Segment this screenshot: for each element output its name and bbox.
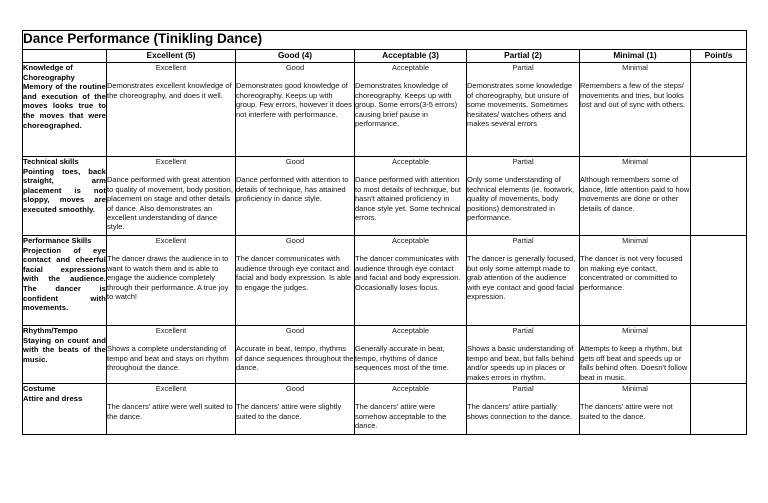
criterion-cell: [23, 157, 107, 236]
criterion-name: Technical skills: [23, 157, 79, 166]
score-cell-minimal: [580, 326, 691, 384]
rubric-row-technical: [23, 157, 747, 236]
level-description: Only some understanding of technical elements (ie. footwork, quality of movements, body positions) demonstrated in performance.: [467, 175, 575, 223]
criterion-cell: [23, 63, 107, 157]
score-cell-minimal: [580, 157, 691, 236]
level-label: Good: [285, 236, 305, 245]
score-cell-minimal: [580, 63, 691, 157]
score-cell-good: [236, 236, 355, 326]
points-cell[interactable]: [691, 157, 747, 236]
score-cell-good: [236, 384, 355, 435]
level-description: Shows a complete understanding of tempo and beat and stays on rhythm throughout the dance.: [107, 344, 229, 373]
rubric-row-choreography: [23, 63, 747, 157]
level-label: Partial: [512, 157, 534, 166]
criterion-cell: [23, 326, 107, 384]
level-description: Shows a basic understanding of tempo and beat, but falls behind and/or speeds up in places or makes errors in rhythm.: [467, 344, 574, 382]
level-description: Dance performed with great attention to quality of movement, body position, placement on stage and other details of dance. Also demonstrates an excellent understanding of dance style.: [107, 175, 233, 232]
level-description: The dancer draws the audience in to want to watch them and is able to engage the audience completely through their performance. A true joy to watch!: [107, 254, 229, 302]
level-label: Excellent: [155, 157, 187, 166]
level-description: Attempts to keep a rhythm, but gets off beat and speeds up or falls behind often. Doesn't follow beat in music.: [580, 344, 688, 382]
level-description: Demonstrates good knowledge of choreography. Keeps up with group. Few errors, however it does not interfere with performance.: [236, 81, 352, 119]
score-cell-excellent: [107, 157, 236, 236]
points-cell[interactable]: [691, 236, 747, 326]
rubric-row-costume: [23, 384, 747, 435]
level-description: The dancers' attire were well suited to the dance.: [107, 402, 233, 421]
score-cell-excellent: [107, 236, 236, 326]
level-description: The dancer is not very focused on making eye contact, concentrated or committed to performance.: [580, 254, 683, 292]
level-label: Minimal: [622, 63, 648, 72]
level-label: Excellent: [155, 326, 187, 335]
level-label: Excellent: [155, 63, 187, 72]
level-label: Minimal: [622, 384, 648, 393]
level-label: Acceptable: [391, 63, 430, 72]
score-cell-partial: [467, 236, 580, 326]
score-cell-excellent: [107, 63, 236, 157]
level-label: Acceptable: [391, 236, 430, 245]
level-label: Partial: [512, 236, 534, 245]
header-criteria-blank: [23, 50, 107, 63]
points-cell[interactable]: [691, 63, 747, 157]
level-label: Partial: [512, 326, 534, 335]
level-description: The dancers' attire were somehow acceptable to the dance.: [355, 402, 447, 431]
rubric-row-performance: [23, 236, 747, 326]
header-acceptable: Acceptable (3): [355, 50, 467, 63]
level-label: Good: [285, 384, 305, 393]
score-cell-acceptable: [355, 236, 467, 326]
level-description: Demonstrates knowledge of choreography. Keeps up with group. Some errors(3-5 errors) causing brief pause in performance.: [355, 81, 458, 129]
criterion-description: Projection of eye contact and cheerful facial expressions with the audience. The dancer is confident with movements.: [23, 245, 106, 313]
criterion-description: Attire and dress: [23, 393, 83, 403]
criterion-description: Staying on count and with the beats of the music.: [23, 335, 106, 364]
level-description: Although remembers some of dance, little attention paid to how movements are done or other details of dance.: [580, 175, 690, 213]
level-description: Generally accurate in beat, tempo, rhythms of dance sequences most of the time.: [355, 344, 449, 373]
level-description: Remembers a few of the steps/ movements and tries, but looks lost and out of sync with others.: [580, 81, 686, 110]
level-description: The dancer communicates with audience through eye contact and facial and body expression. Occasionally loses focus.: [355, 254, 461, 292]
level-description: The dancer is generally focused, but only some attempt made to grab attention of the audience with eye contact and good facial expression.: [467, 254, 576, 302]
criterion-name: Performance Skills: [23, 236, 92, 245]
score-cell-minimal: [580, 384, 691, 435]
score-cell-acceptable: [355, 63, 467, 157]
criterion-description: Pointing toes, back straight, arm placement is not sloppy, moves are executed smoothly.: [23, 166, 106, 214]
level-label: Minimal: [622, 236, 648, 245]
points-cell[interactable]: [691, 326, 747, 384]
score-cell-partial: [467, 326, 580, 384]
level-label: Good: [285, 157, 305, 166]
criterion-name: Knowledge of Choreography: [23, 63, 75, 82]
rubric-title: Dance Performance (Tinikling Dance): [23, 31, 747, 50]
score-cell-good: [236, 326, 355, 384]
header-good: Good (4): [236, 50, 355, 63]
score-cell-good: [236, 63, 355, 157]
level-label: Acceptable: [391, 326, 430, 335]
score-cell-partial: [467, 157, 580, 236]
header-minimal: Minimal (1): [580, 50, 691, 63]
rubric-row-rhythm: [23, 326, 747, 384]
criterion-cell: [23, 384, 107, 435]
level-label: Excellent: [155, 236, 187, 245]
level-description: The dancers' attire were not suited to the dance.: [580, 402, 673, 421]
level-label: Acceptable: [391, 157, 430, 166]
level-label: Excellent: [155, 384, 187, 393]
header-partial: Partial (2): [467, 50, 580, 63]
rubric-sheet: [22, 30, 746, 435]
level-description: The dancers' attire were slightly suited to the dance.: [236, 402, 342, 421]
rubric-table: [22, 30, 747, 435]
criterion-cell: [23, 236, 107, 326]
level-label: Partial: [512, 63, 534, 72]
header-excellent: Excellent (5): [107, 50, 236, 63]
score-cell-excellent: [107, 326, 236, 384]
criterion-name: Costume: [23, 384, 56, 393]
level-description: Dance performed with attention to details of technique, has attained proficiency in dance style.: [236, 175, 349, 204]
score-cell-partial: [467, 63, 580, 157]
score-cell-acceptable: [355, 157, 467, 236]
criterion-name: Rhythm/Tempo: [23, 326, 78, 335]
level-label: Minimal: [622, 326, 648, 335]
level-label: Good: [285, 63, 305, 72]
level-description: The dancer communicates with audience through eye contact and facial and body expression. Is able to engage the judges.: [236, 254, 352, 292]
score-cell-acceptable: [355, 384, 467, 435]
score-cell-minimal: [580, 236, 691, 326]
level-description: The dancers' attire partially shows connection to the dance.: [467, 402, 573, 421]
level-label: Partial: [512, 384, 534, 393]
header-points: Point/s: [691, 50, 747, 63]
score-cell-partial: [467, 384, 580, 435]
level-description: Dance performed with attention to most details of technique, but hasn't attained proficiency in dance style yet. Some technical errors.: [355, 175, 461, 223]
criterion-description: Memory of the routine and execution of the moves looks true to the moves that were choreographed.: [23, 82, 106, 130]
points-cell[interactable]: [691, 384, 747, 435]
level-label: Good: [285, 326, 305, 335]
level-description: Demonstrates excellent knowledge of the choreography, and does it well.: [107, 81, 232, 100]
level-description: Accurate in beat, tempo, rhythms of dance sequences throughout the dance.: [236, 344, 354, 373]
level-description: Demonstrates some knowledge of choreography, but unsure of some movements. Sometimes hesitates/ watches others and makes several errors: [467, 81, 573, 129]
score-cell-good: [236, 157, 355, 236]
level-label: Minimal: [622, 157, 648, 166]
score-cell-acceptable: [355, 326, 467, 384]
score-cell-excellent: [107, 384, 236, 435]
level-label: Acceptable: [391, 384, 430, 393]
